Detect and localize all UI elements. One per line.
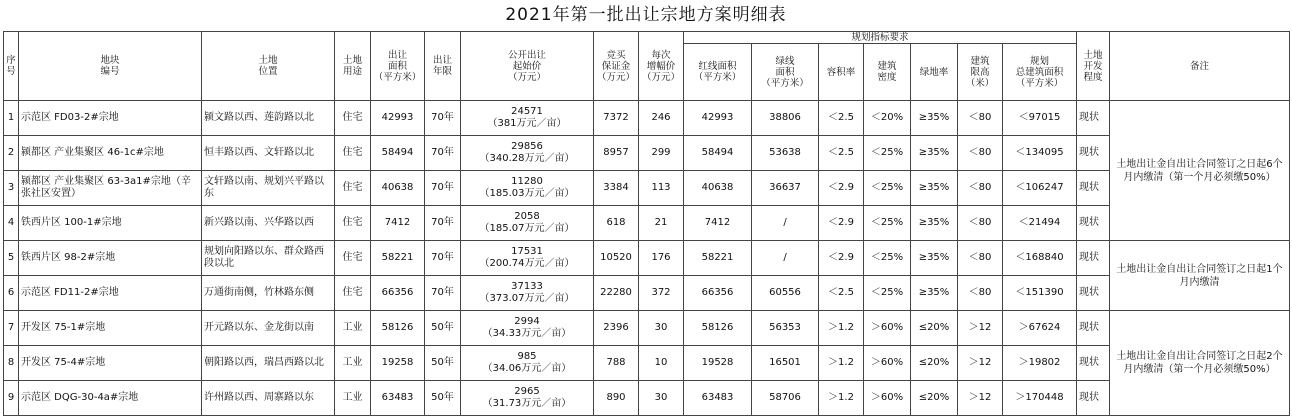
cell-start-price: 29856 （340.28万元／亩） <box>461 136 594 171</box>
cell-increment: 299 <box>639 136 684 171</box>
table-row <box>4 276 1290 311</box>
cell-green-area: / <box>752 206 819 241</box>
cell-location: 万通街南侧，竹林路东侧 <box>202 276 335 311</box>
cell-term: 70年 <box>425 136 461 171</box>
cell-increment: 30 <box>639 311 684 346</box>
cell-use: 工业 <box>335 381 371 416</box>
header-deposit: 竞买 保证金 （万元） <box>594 32 639 101</box>
cell-seq: 2 <box>4 136 19 171</box>
cell-seq: 6 <box>4 276 19 311</box>
cell-seq: 8 <box>4 346 19 381</box>
cell-term: 50年 <box>425 346 461 381</box>
table-body <box>4 101 1290 416</box>
cell-density: ＞60% <box>864 381 911 416</box>
cell-red-line-area: 19528 <box>684 346 752 381</box>
cell-green-rate: ≤20% <box>911 381 958 416</box>
cell-area: 7412 <box>371 206 425 241</box>
cell-dev-level: 现状 <box>1077 381 1110 416</box>
cell-location: 朝阳路以西，瑞昌西路以北 <box>202 346 335 381</box>
cell-area: 19258 <box>371 346 425 381</box>
cell-dev-level: 现状 <box>1077 136 1110 171</box>
cell-density: ＜25% <box>864 171 911 206</box>
table-row <box>4 381 1290 416</box>
cell-area: 58126 <box>371 311 425 346</box>
header-far: 容积率 <box>819 44 864 101</box>
cell-red-line-area: 58221 <box>684 241 752 276</box>
cell-dev-level: 现状 <box>1077 346 1110 381</box>
cell-start-price: 2965 （31.73万元／亩） <box>461 381 594 416</box>
cell-term: 70年 <box>425 276 461 311</box>
page-title: 2021年第一批出让宗地方案明细表 <box>505 5 787 25</box>
cell-green-area: 53638 <box>752 136 819 171</box>
cell-dev-level: 现状 <box>1077 101 1110 136</box>
cell-total-gfa: ＞67624 <box>1003 311 1077 346</box>
cell-seq: 5 <box>4 241 19 276</box>
cell-green-rate: ≥35% <box>911 241 958 276</box>
cell-far: ＜2.9 <box>819 206 864 241</box>
cell-use: 住宅 <box>335 241 371 276</box>
cell-parcel-no: 铁西片区 98-2#宗地 <box>19 241 202 276</box>
cell-green-rate: ≥35% <box>911 206 958 241</box>
header-area: 出让 面积 （平方米） <box>371 32 425 101</box>
cell-green-area: 16501 <box>752 346 819 381</box>
cell-deposit: 8957 <box>594 136 639 171</box>
cell-green-area: 38806 <box>752 101 819 136</box>
cell-increment: 246 <box>639 101 684 136</box>
table-header <box>4 32 1290 101</box>
cell-use: 住宅 <box>335 206 371 241</box>
remark-group-3: 土地出让金自出让合同签订之日起2个月内缴清（第一个月必须缴50%） <box>1110 311 1290 416</box>
cell-far: ＜2.5 <box>819 101 864 136</box>
cell-height: ＜80 <box>958 276 1003 311</box>
cell-area: 63483 <box>371 381 425 416</box>
cell-total-gfa: ＜21494 <box>1003 206 1077 241</box>
cell-height: ＜80 <box>958 171 1003 206</box>
cell-green-rate: ≤20% <box>911 346 958 381</box>
cell-density: ＜25% <box>864 241 911 276</box>
header-remarks: 备注 <box>1110 32 1290 101</box>
cell-total-gfa: ＜106247 <box>1003 171 1077 206</box>
cell-use: 住宅 <box>335 136 371 171</box>
cell-total-gfa: ＜151390 <box>1003 276 1077 311</box>
cell-red-line-area: 58494 <box>684 136 752 171</box>
cell-increment: 10 <box>639 346 684 381</box>
cell-green-area: 58706 <box>752 381 819 416</box>
cell-height: ＜80 <box>958 101 1003 136</box>
cell-seq: 7 <box>4 311 19 346</box>
cell-green-area: 60556 <box>752 276 819 311</box>
cell-deposit: 10520 <box>594 241 639 276</box>
cell-red-line-area: 7412 <box>684 206 752 241</box>
cell-location: 新兴路以南、兴华路以西 <box>202 206 335 241</box>
cell-deposit: 618 <box>594 206 639 241</box>
cell-far: ＜2.5 <box>819 276 864 311</box>
cell-total-gfa: ＞19802 <box>1003 346 1077 381</box>
cell-use: 工业 <box>335 346 371 381</box>
table-row <box>4 206 1290 241</box>
header-parcel-no: 地块 编号 <box>19 32 202 101</box>
cell-deposit: 2396 <box>594 311 639 346</box>
header-planning-group: 规划指标要求 <box>684 32 1077 44</box>
cell-dev-level: 现状 <box>1077 276 1110 311</box>
cell-parcel-no: 开发区 75-1#宗地 <box>19 311 202 346</box>
table-row <box>4 311 1290 346</box>
table-row <box>4 136 1290 171</box>
cell-area: 66356 <box>371 276 425 311</box>
header-total-gfa: 规划 总建筑面积 （平方米） <box>1003 44 1077 101</box>
cell-increment: 21 <box>639 206 684 241</box>
cell-green-area: 36637 <box>752 171 819 206</box>
header-start-price: 公开出让 起始价 （万元） <box>461 32 594 101</box>
header-location: 土地 位置 <box>202 32 335 101</box>
land-parcel-table <box>3 31 1290 416</box>
cell-seq: 9 <box>4 381 19 416</box>
cell-height: ＞12 <box>958 381 1003 416</box>
cell-start-price: 985 （34.06万元／亩） <box>461 346 594 381</box>
cell-far: ＜2.9 <box>819 241 864 276</box>
cell-red-line-area: 40638 <box>684 171 752 206</box>
header-green-rate: 绿地率 <box>911 44 958 101</box>
cell-far: ＜2.9 <box>819 171 864 206</box>
table-row <box>4 101 1290 136</box>
cell-red-line-area: 66356 <box>684 276 752 311</box>
cell-green-rate: ≤20% <box>911 311 958 346</box>
cell-location: 许州路以西、周寨路以东 <box>202 381 335 416</box>
table-row <box>4 241 1290 276</box>
cell-total-gfa: ＜134095 <box>1003 136 1077 171</box>
cell-red-line-area: 63483 <box>684 381 752 416</box>
remark-group-1: 土地出让金自出让合同签订之日起6个月内缴清（第一个月必须缴50%） <box>1110 101 1290 241</box>
cell-dev-level: 现状 <box>1077 206 1110 241</box>
table-row <box>4 346 1290 381</box>
cell-seq: 3 <box>4 171 19 206</box>
cell-location: 恒丰路以西、文轩路以北 <box>202 136 335 171</box>
cell-parcel-no: 铁西片区 100-1#宗地 <box>19 206 202 241</box>
cell-far: ＞1.2 <box>819 346 864 381</box>
cell-start-price: 2058 （185.07万元／亩） <box>461 206 594 241</box>
cell-location: 开元路以东、金龙街以南 <box>202 311 335 346</box>
cell-increment: 372 <box>639 276 684 311</box>
cell-dev-level: 现状 <box>1077 311 1110 346</box>
cell-start-price: 37133 （373.07万元／亩） <box>461 276 594 311</box>
cell-area: 58221 <box>371 241 425 276</box>
cell-height: ＞12 <box>958 346 1003 381</box>
cell-red-line-area: 58126 <box>684 311 752 346</box>
cell-green-rate: ≥35% <box>911 276 958 311</box>
cell-density: ＞60% <box>864 346 911 381</box>
cell-deposit: 7372 <box>594 101 639 136</box>
cell-parcel-no: 示范区 FD03-2#宗地 <box>19 101 202 136</box>
cell-term: 70年 <box>425 171 461 206</box>
cell-use: 住宅 <box>335 101 371 136</box>
cell-density: ＜25% <box>864 276 911 311</box>
cell-increment: 30 <box>639 381 684 416</box>
cell-density: ＞60% <box>864 311 911 346</box>
header-use: 土地 用途 <box>335 32 371 101</box>
cell-seq: 4 <box>4 206 19 241</box>
cell-total-gfa: ＜168840 <box>1003 241 1077 276</box>
cell-location: 颍文路以西、莲韵路以北 <box>202 101 335 136</box>
cell-parcel-no: 颍都区 产业集聚区 46-1c#宗地 <box>19 136 202 171</box>
cell-area: 58494 <box>371 136 425 171</box>
header-term: 出让 年限 <box>425 32 461 101</box>
cell-location: 规划向阳路以东、群众路西段以北 <box>202 241 335 276</box>
cell-increment: 113 <box>639 171 684 206</box>
cell-use: 住宅 <box>335 171 371 206</box>
cell-term: 50年 <box>425 381 461 416</box>
cell-use: 工业 <box>335 311 371 346</box>
cell-seq: 1 <box>4 101 19 136</box>
cell-green-rate: ≥35% <box>911 101 958 136</box>
cell-far: ＞1.2 <box>819 381 864 416</box>
cell-start-price: 2994 （34.33万元／亩） <box>461 311 594 346</box>
remark-group-2: 土地出让金自出让合同签订之日起1个月内缴清 <box>1110 241 1290 311</box>
cell-density: ＜20% <box>864 101 911 136</box>
cell-parcel-no: 示范区 FD11-2#宗地 <box>19 276 202 311</box>
cell-increment: 176 <box>639 241 684 276</box>
cell-term: 50年 <box>425 311 461 346</box>
cell-total-gfa: ＜97015 <box>1003 101 1077 136</box>
header-height: 建筑 限高 （米） <box>958 44 1003 101</box>
cell-height: ＜80 <box>958 206 1003 241</box>
cell-green-rate: ≥35% <box>911 171 958 206</box>
cell-term: 70年 <box>425 241 461 276</box>
cell-far: ＜2.5 <box>819 136 864 171</box>
cell-deposit: 3384 <box>594 171 639 206</box>
cell-area: 40638 <box>371 171 425 206</box>
cell-far: ＞1.2 <box>819 311 864 346</box>
cell-green-rate: ≥35% <box>911 136 958 171</box>
cell-density: ＜25% <box>864 136 911 171</box>
cell-dev-level: 现状 <box>1077 171 1110 206</box>
cell-parcel-no: 示范区 DQG-30-4a#宗地 <box>19 381 202 416</box>
header-seq: 序 号 <box>4 32 19 101</box>
header-increment: 每次 增幅价 （万元） <box>639 32 684 101</box>
cell-deposit: 788 <box>594 346 639 381</box>
cell-term: 70年 <box>425 206 461 241</box>
cell-use: 住宅 <box>335 276 371 311</box>
cell-area: 42993 <box>371 101 425 136</box>
cell-green-area: / <box>752 241 819 276</box>
cell-deposit: 890 <box>594 381 639 416</box>
header-green-area: 绿线 面积 （平方米） <box>752 44 819 101</box>
cell-deposit: 22280 <box>594 276 639 311</box>
cell-start-price: 17531 （200.74万元／亩） <box>461 241 594 276</box>
cell-height: ＜80 <box>958 136 1003 171</box>
cell-total-gfa: ＞170448 <box>1003 381 1077 416</box>
cell-density: ＜25% <box>864 206 911 241</box>
cell-dev-level: 现状 <box>1077 241 1110 276</box>
header-dev-level: 土地 开发 程度 <box>1077 32 1110 101</box>
cell-parcel-no: 颍都区 产业集聚区 63-3a1#宗地（辛张社区安置） <box>19 171 202 206</box>
cell-height: ＜80 <box>958 241 1003 276</box>
header-density: 建筑 密度 <box>864 44 911 101</box>
header-red-line-area: 红线面积 （平方米） <box>684 44 752 101</box>
cell-term: 70年 <box>425 101 461 136</box>
cell-height: ＞12 <box>958 311 1003 346</box>
cell-location: 文轩路以南、规划兴平路以东 <box>202 171 335 206</box>
cell-start-price: 24571 （381万元／亩） <box>461 101 594 136</box>
cell-parcel-no: 开发区 75-4#宗地 <box>19 346 202 381</box>
table-row <box>4 171 1290 206</box>
cell-green-area: 56353 <box>752 311 819 346</box>
cell-start-price: 11280 （185.03万元／亩） <box>461 171 594 206</box>
cell-red-line-area: 42993 <box>684 101 752 136</box>
